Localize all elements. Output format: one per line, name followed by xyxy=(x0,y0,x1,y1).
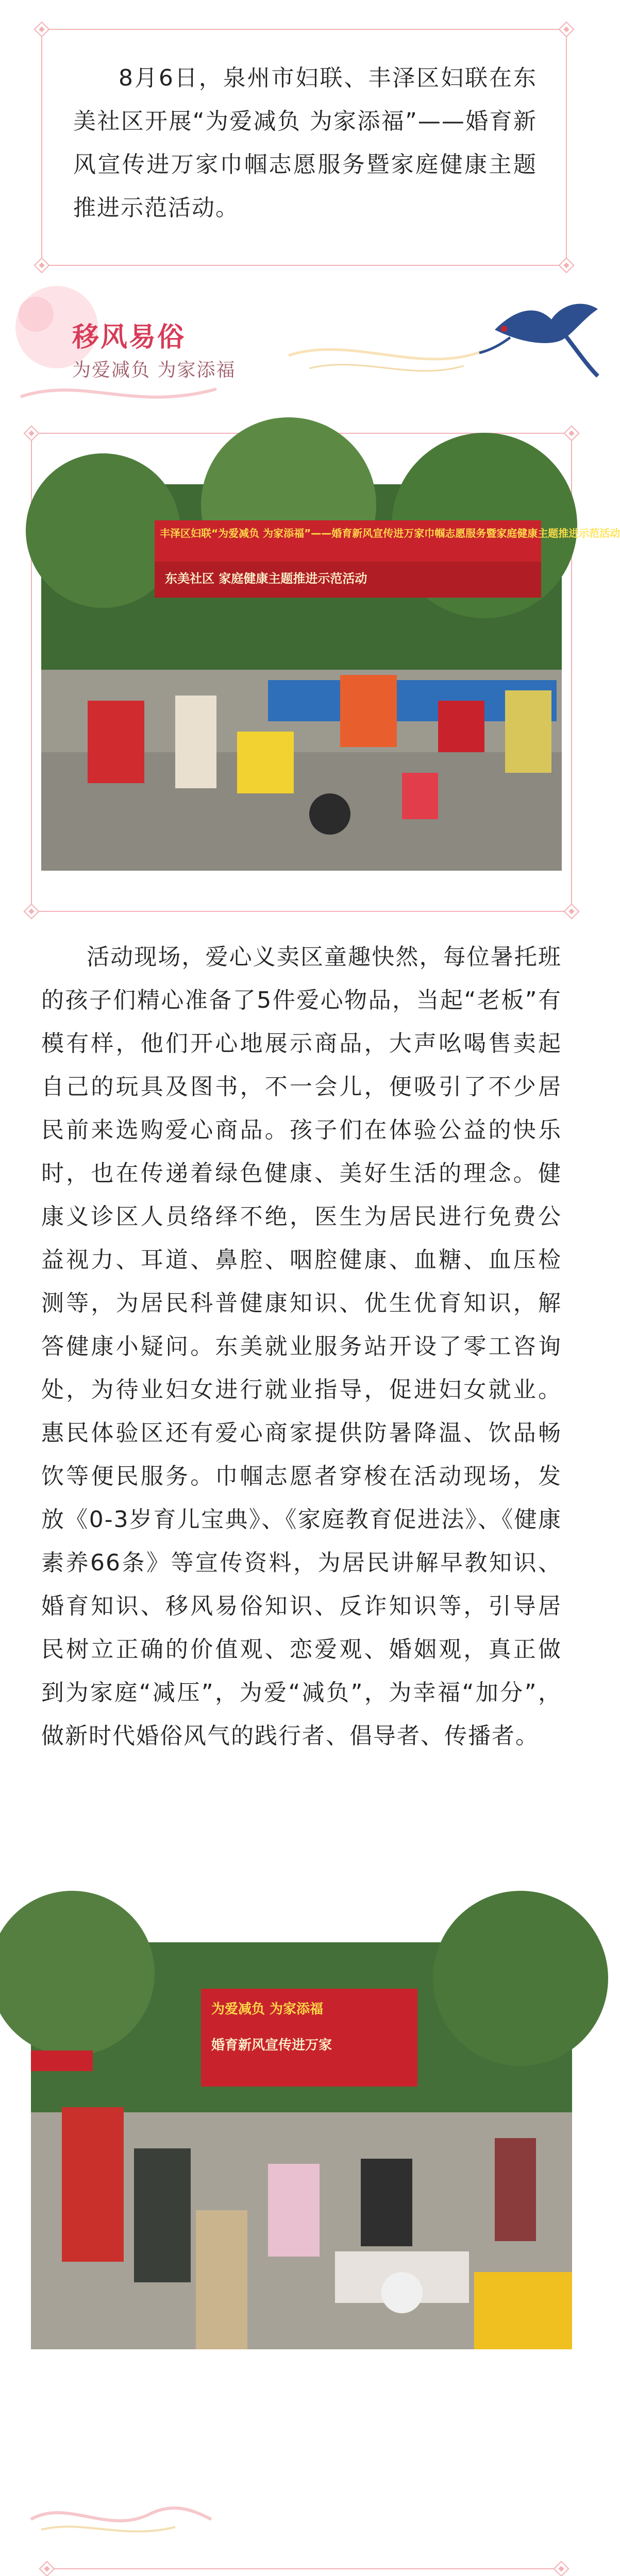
closing-card xyxy=(46,2568,562,2576)
corner-ornament xyxy=(39,2561,55,2576)
corner-ornament xyxy=(553,2561,569,2576)
intro-paragraph: 8月6日，泉州市妇联、丰泽区妇联在东美社区开展“为爱减负 为家添福”——婚育新风宣传进万家巾帼志愿服务暨家庭健康主题推进示范活动。 xyxy=(73,65,537,221)
corner-ornament xyxy=(563,903,579,919)
corner-ornament xyxy=(558,257,574,273)
crane-icon xyxy=(479,304,598,376)
photo2-banner-line2: 婚育新风宣传进万家 xyxy=(211,2038,332,2053)
section-subtitle: 为爱减负 为家添福 xyxy=(72,360,236,381)
body-paragraph: 活动现场，爱心义卖区童趣快然，每位暑托班的孩子们精心准备了5件爱心物品，当起“老板”有模有样，他们开心地展示商品，大声吆喝售卖起自己的玩具及图书，不一会儿，便吸引了不少居民前来选购爱心商品。孩子们在体验公益的快乐时，也在传递着绿色健康、美好生活的理念。健康义诊区人员络绎不绝，医生为居民进行免费公益视力、耳道、鼻腔、咽腔健康、血糖、血压检测等，为居民科普健康知识、优生优育知识，解答健康小疑问。东美就业服务站开设了零工咨询处，为待业妇女进行就业指导，促进妇女就业。惠民体验区还有爱心商家提供防暑降温、饮品畅饮等便民服务。巾帼志愿者穿梭在活动现场，发放《0-3岁育儿宝典》、《家庭教育促进法》、《健康素养66条》等宣传资料，为居民讲解早教知识、婚育知识、移风易俗知识、反诈知识等，引导居民树立正确的价值观、恋爱观、婚姻观，真正做到为家庭“减压”，为爱“减负”，为幸福“加分”，做新时代婚俗风气的践行者、倡导者、传播者。 xyxy=(41,944,562,1749)
photo1-scene xyxy=(41,484,620,871)
corner-ornament xyxy=(558,21,574,37)
corner-ornament xyxy=(33,21,49,37)
corner-ornament xyxy=(23,903,39,919)
photo1-banner-line2: 东美社区 家庭健康主题推进示范活动 xyxy=(165,571,367,586)
intro-card xyxy=(41,29,567,266)
closing-decoration xyxy=(21,2483,227,2545)
event-photo-2 xyxy=(31,1942,572,2349)
corner-ornament xyxy=(33,257,49,273)
photo2-banner-line1: 为爱减负 为家添福 xyxy=(211,2002,324,2017)
section-title: 移风易俗 xyxy=(72,322,186,353)
event-photo-1 xyxy=(41,484,620,871)
photo1-banner-line1: 丰泽区妇联“为爱减负 为家添福”——婚育新风宣传进万家巾帼志愿服务暨家庭健康主题推进示范活动 xyxy=(160,527,620,539)
